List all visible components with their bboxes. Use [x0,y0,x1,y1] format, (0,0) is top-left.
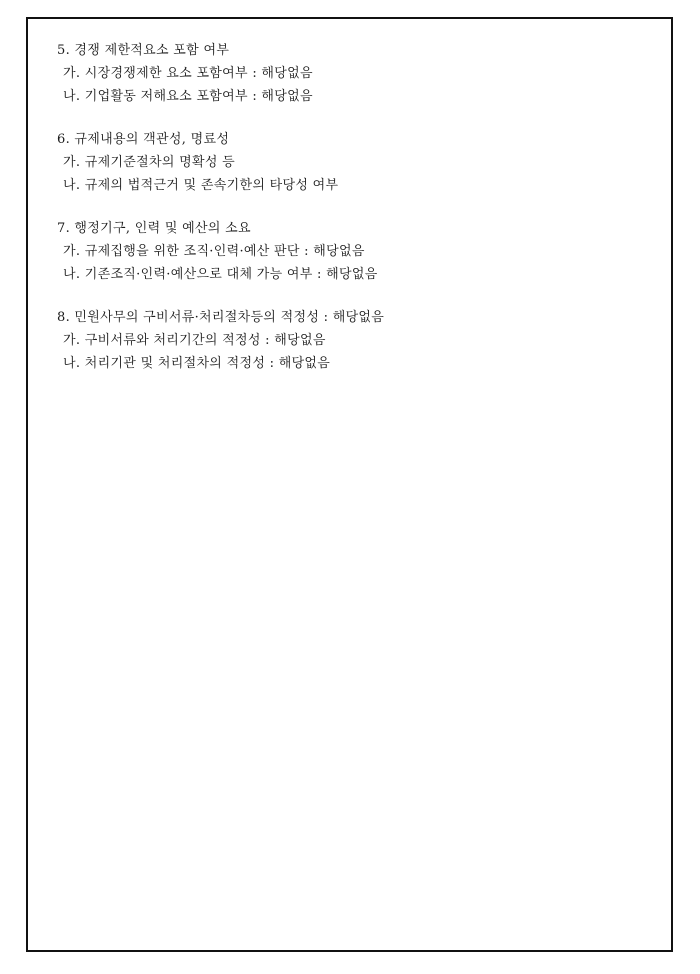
section-heading: 8. 민원사무의 구비서류·처리절차등의 적정성 : 해당없음 [57,310,385,325]
section-item: 가. 구비서류와 처리기간의 적정성 : 해당없음 [63,333,326,348]
section-heading: 7. 행정기구, 인력 및 예산의 소요 [57,221,251,236]
section-item: 나. 규제의 법적근거 및 존속기한의 타당성 여부 [63,178,339,193]
section-5 [57,39,651,108]
section-heading: 5. 경쟁 제한적요소 포함 여부 [57,43,230,58]
section-item: 나. 기업활동 저해요소 포함여부 : 해당없음 [63,89,313,104]
section-item: 가. 시장경쟁제한 요소 포함여부 : 해당없음 [63,66,313,81]
section-heading: 6. 규제내용의 객관성, 명료성 [57,132,230,147]
document-page [26,17,673,952]
section-item: 가. 규제기준절차의 명확성 등 [63,155,236,170]
section-item: 나. 처리기관 및 처리절차의 적정성 : 해당없음 [63,356,331,371]
section-6 [57,128,651,197]
section-item: 가. 규제집행을 위한 조직·인력·예산 판단 : 해당없음 [63,244,365,259]
section-8 [57,306,651,375]
section-7 [57,217,651,286]
document-body [57,39,651,395]
section-item: 나. 기존조직·인력·예산으로 대체 가능 여부 : 해당없음 [63,267,378,282]
